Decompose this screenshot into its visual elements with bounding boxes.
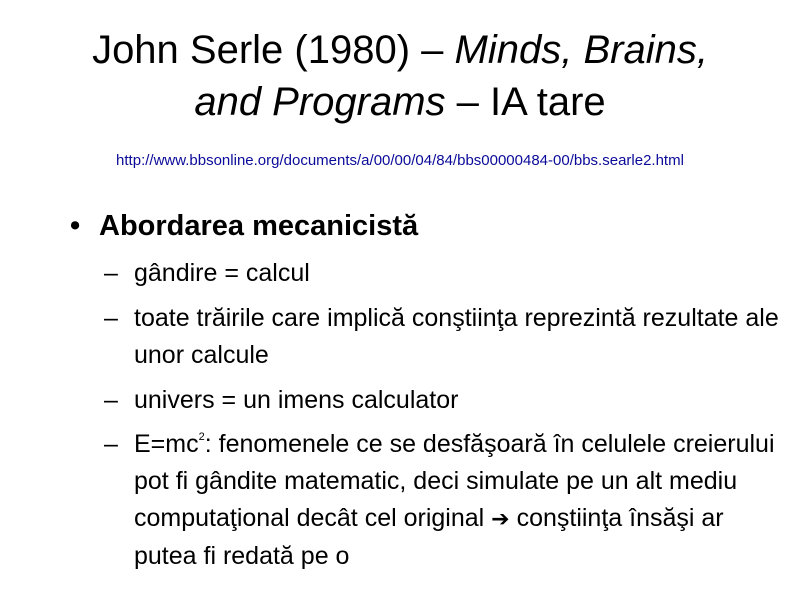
arrow-right-icon: ➔ — [491, 507, 510, 532]
formula-prefix: E=mc — [134, 430, 199, 458]
bullet-main — [70, 207, 418, 245]
sub-item — [104, 426, 784, 575]
dash-icon: – — [104, 304, 118, 332]
sub-item-text: univers = un imens calculator — [134, 386, 459, 414]
slide-title — [0, 24, 800, 128]
title-line2-plain: – IA tare — [445, 80, 606, 124]
formula-superscript: 2 — [198, 431, 205, 443]
sub-item — [104, 300, 784, 374]
title-line1-italic: Minds, Brains, — [454, 28, 708, 72]
dash-icon: – — [104, 430, 118, 458]
source-link[interactable]: http://www.bbsonline.org/documents/a/00/00/04/84/bbs00000484-00/bbs.searle2.html — [116, 152, 684, 169]
dash-icon: – — [104, 386, 118, 414]
title-line1-plain: John Serle (1980) – — [92, 28, 455, 72]
sub-item — [104, 255, 784, 292]
sub-item-continuation: conştiinţa însăşi ar putea fi redată pe o — [134, 504, 724, 570]
sub-item-text — [104, 426, 784, 575]
title-line2-italic: and Programs — [194, 80, 446, 124]
sub-item-text: gândire = calcul — [134, 259, 310, 287]
dash-icon: – — [104, 259, 118, 287]
bullet-main-label: Abordarea mecanicistă — [99, 210, 419, 242]
sub-item-body: : fenomenele ce se desfăşoară în celulele creierului pot fi gândite matematic, deci simulate pe un alt mediu computaţional decât cel original — [134, 430, 775, 532]
sub-item-text: toate trăirile care implică conştiinţa reprezintă rezultate ale unor calcule — [134, 304, 779, 369]
bullet-dot-icon: • — [70, 210, 81, 242]
sub-item — [104, 382, 784, 419]
